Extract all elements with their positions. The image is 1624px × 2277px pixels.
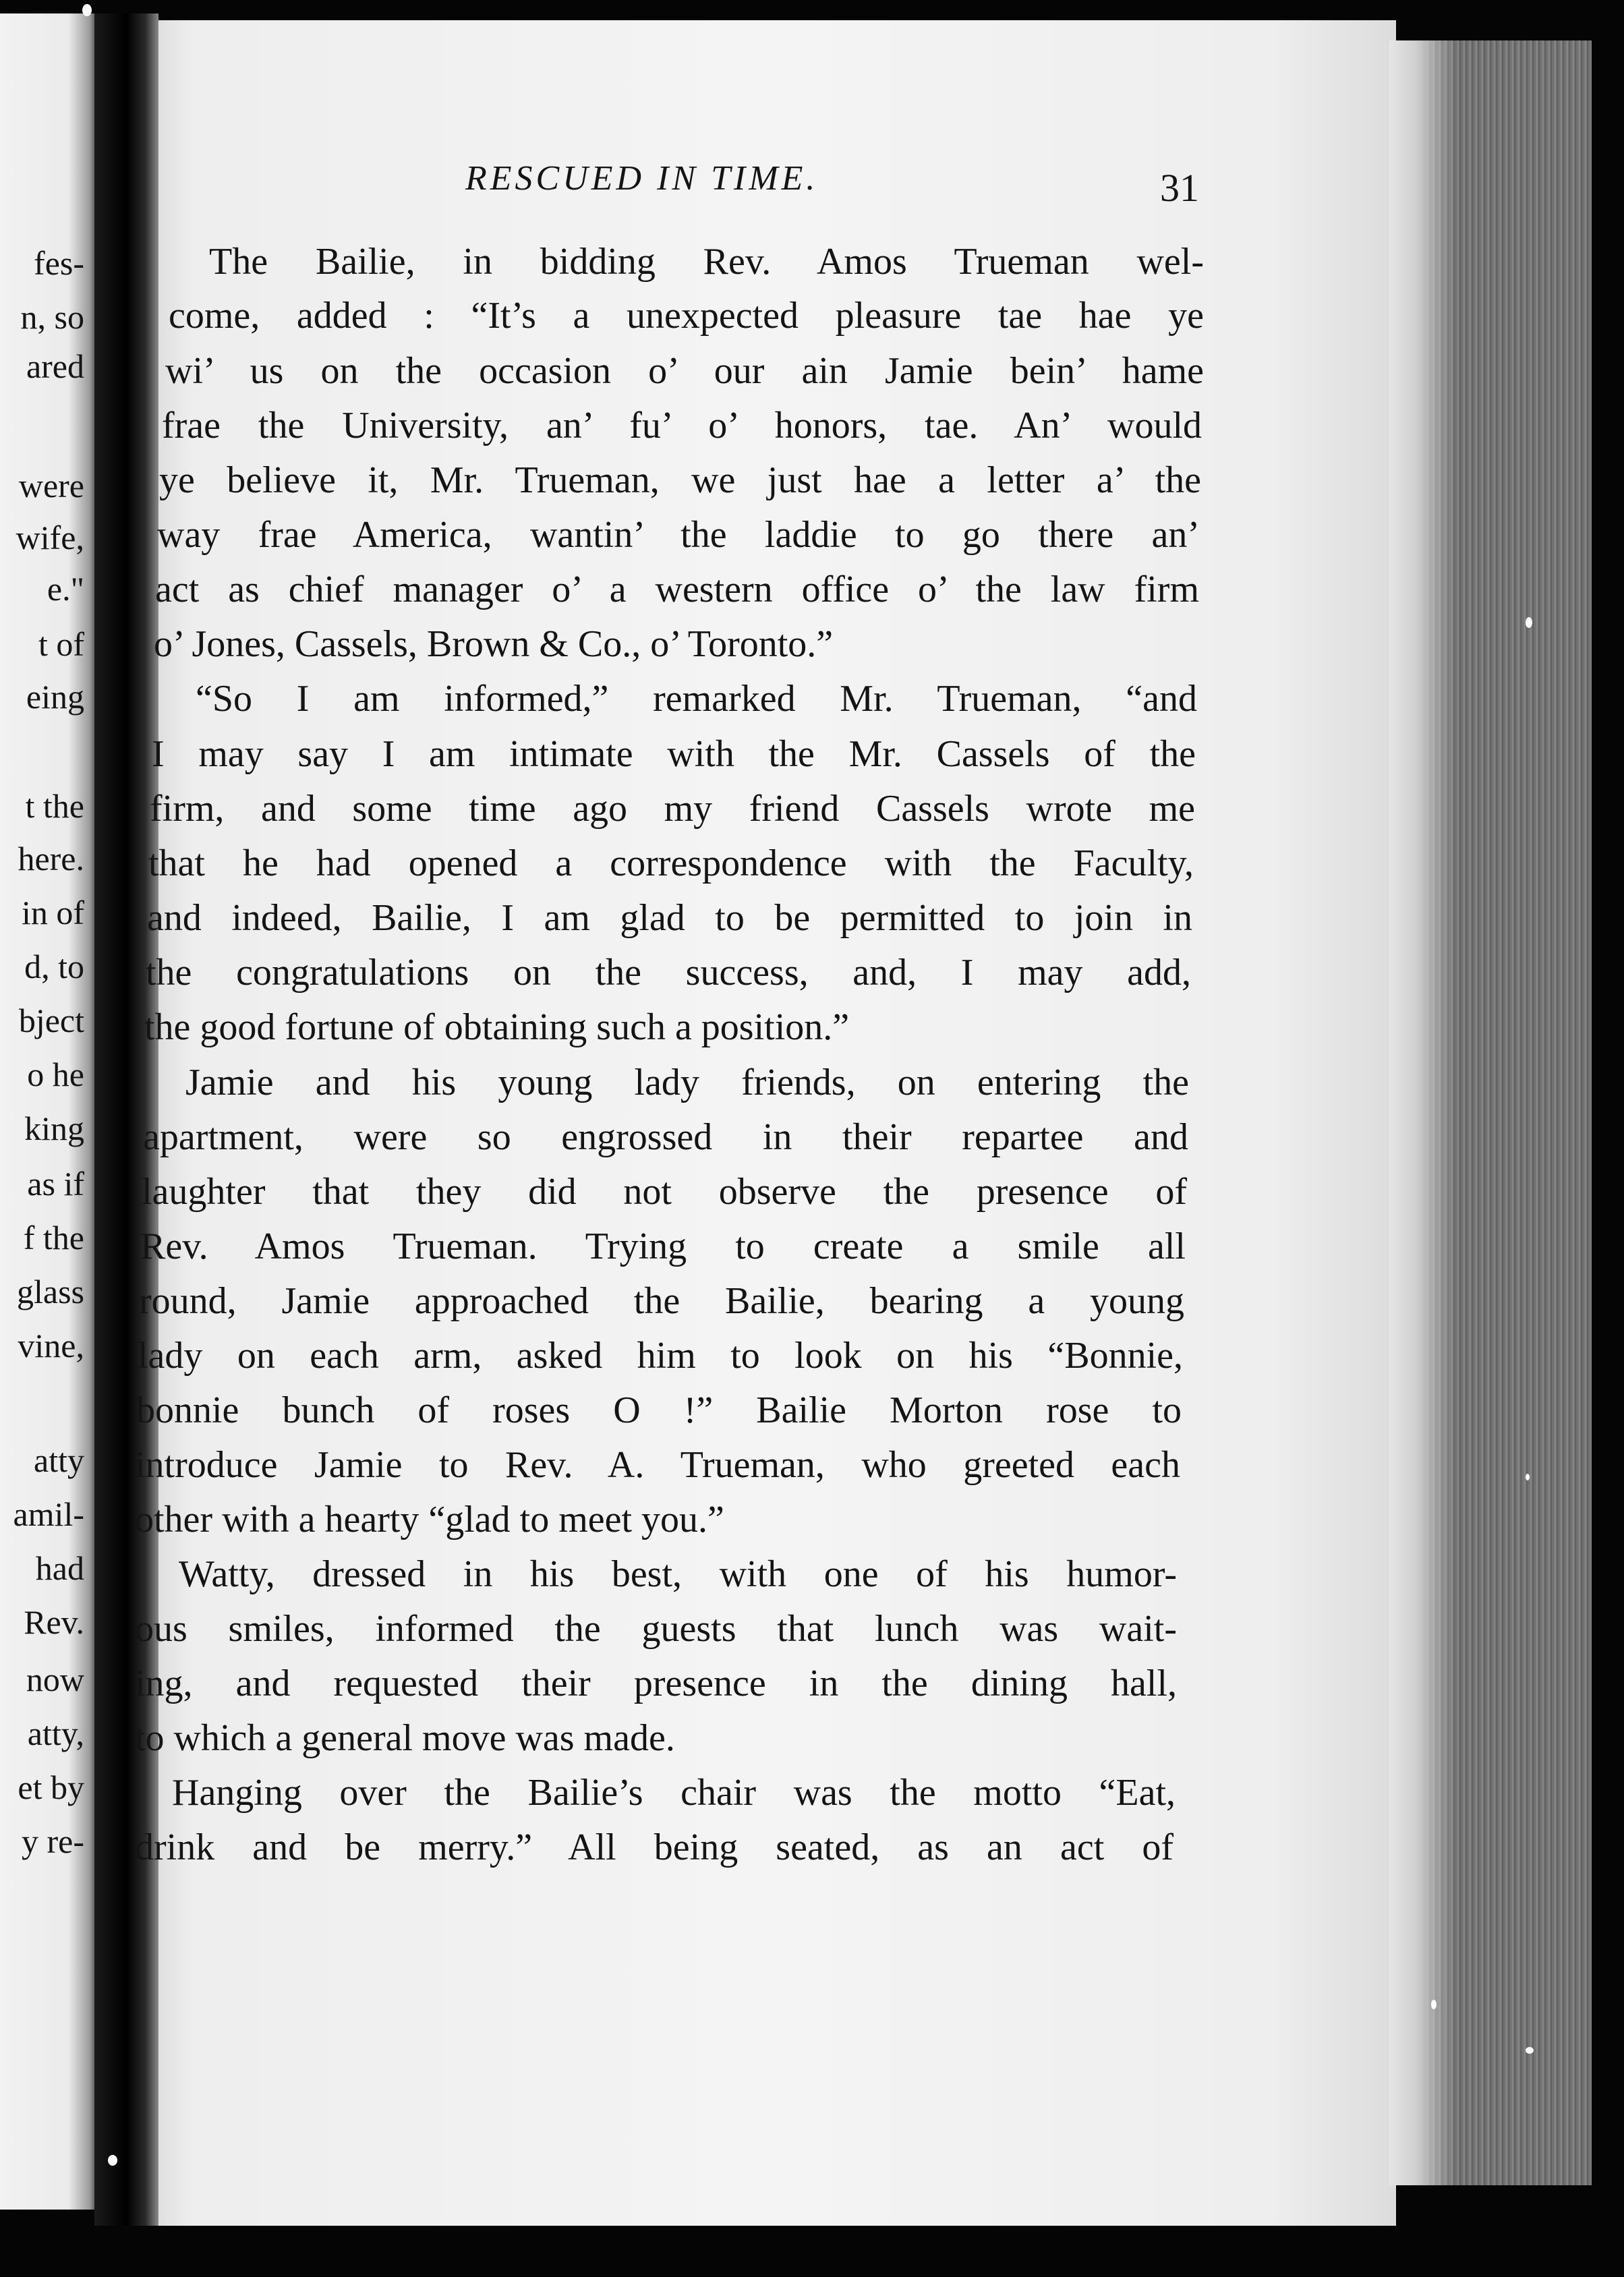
body-line: Rev. Amos Trueman. Trying to create a smile all [140,1226,1186,1267]
body-line: apartment, were so engrossed in their repartee and [143,1116,1188,1158]
facing-page-line: were [18,467,84,505]
dust-speck [1526,1474,1530,1480]
body-line: I may say I am intimate with the Mr. Cassels of the [152,733,1196,775]
body-line: round, Jamie approached the Bailie, bearing a young [139,1280,1184,1322]
facing-page-line: fes- [34,244,84,282]
fore-edge-highlight [1389,40,1457,2185]
body-line: to which a general move was made. [135,1717,675,1759]
facing-page-line: d, to [24,948,84,985]
body-line: the congratulations on the success, and, I may add, [146,952,1191,993]
body-line: other with a hearty “glad to meet you.” [135,1499,724,1540]
body-line: way frae America, wantin’ the laddie to go there an’ [157,514,1200,556]
facing-page-line: glass [17,1273,84,1310]
facing-page-line: here. [18,840,84,877]
body-line: ous smiles, informed the guests that lunch was wait- [135,1608,1177,1650]
facing-page-line: king [24,1109,84,1147]
body-line: lady on each arm, asked him to look on his “Bonnie, [138,1335,1183,1377]
body-line: come, added : “It’s a unexpected pleasure tae hae ye [169,295,1204,337]
dust-speck [108,2155,117,2166]
dust-speck [1526,617,1532,628]
facing-page-line: had [35,1549,84,1587]
body-line: drink and be merry.” All being seated, as an act of [135,1826,1173,1868]
body-line: ing, and requested their presence in the dining hall, [135,1663,1177,1704]
body-line: that he had opened a correspondence with the Faculty, [148,842,1194,884]
facing-page-line: y re- [22,1822,84,1860]
facing-page-line: in of [21,894,84,931]
body-line: Watty, dressed in his best, with one of his humor- [179,1553,1177,1595]
facing-page-line: eing [26,678,84,716]
body-line: o’ Jones, Cassels, Brown & Co., o’ Toronto.” [154,623,834,665]
facing-page-line: vine, [18,1327,84,1364]
body-line: wi’ us on the occasion o’ our ain Jamie bein’ hame [165,350,1204,392]
facing-page-line: now [26,1661,84,1698]
body-line: Hanging over the Bailie’s chair was the motto “Eat, [172,1772,1176,1814]
facing-page-line: wife, [16,519,84,556]
running-head: RESCUED IN TIME. [465,159,819,198]
facing-page-line: atty, [27,1714,84,1752]
facing-page-line: et by [18,1768,84,1806]
dust-speck [1526,2047,1534,2054]
page-number: 31 [1160,166,1199,210]
body-line: bonnie bunch of roses O !” Bailie Morton rose to [136,1389,1182,1431]
facing-page-line: e." [47,570,84,608]
facing-page [0,13,98,2210]
facing-page-line: atty [34,1441,84,1479]
body-line: firm, and some time ago my friend Cassels wrote me [150,788,1195,830]
body-line: act as chief manager o’ a western office o’ the law firm [155,569,1199,610]
facing-page-line: o he [27,1056,84,1093]
facing-page-line: as if [27,1165,84,1203]
facing-page-line: ared [26,347,84,385]
facing-page-line: n, so [20,298,84,336]
body-line: and indeed, Bailie, I am glad to be permitted to join in [147,897,1192,939]
body-line: the good fortune of obtaining such a position.” [144,1006,850,1048]
body-line: frae the University, an’ fu’ o’ honors, tae. An’ would [162,405,1202,446]
facing-page-line: amil- [13,1495,84,1533]
facing-page-line: bject [18,1002,84,1039]
facing-page-line: t of [38,625,84,663]
facing-page-line: Rev. [24,1603,84,1641]
body-line: The Bailie, in bidding Rev. Amos Trueman wel- [209,241,1204,283]
body-line: introduce Jamie to Rev. A. Trueman, who greeted each [135,1444,1180,1486]
body-line: ye believe it, Mr. Trueman, we just hae a letter a’ the [159,459,1201,501]
facing-page-line: f the [23,1219,84,1257]
body-line: laughter that they did not observe the presence of [142,1171,1187,1213]
facing-page-line: t the [25,787,84,825]
dust-speck [82,4,92,16]
body-line: “So I am informed,” remarked Mr. Trueman, “and [196,678,1197,720]
body-line: Jamie and his young lady friends, on entering the [185,1062,1189,1103]
dust-speck [1431,2000,1437,2009]
